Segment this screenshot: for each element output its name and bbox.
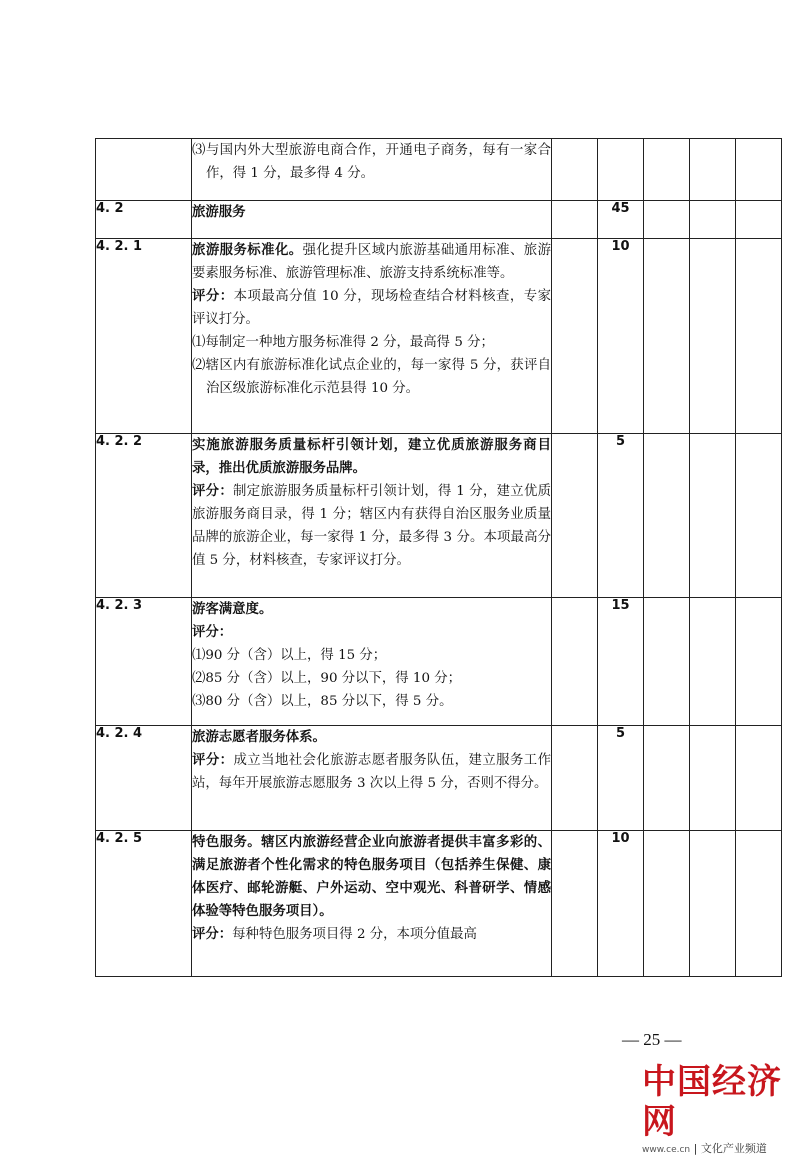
scoring-paragraph [192,923,551,946]
score-value: 10 [598,239,644,434]
blank-cell [690,831,736,977]
scoring-item: ⑶80 分（含）以上，85 分以下，得 5 分。 [192,694,453,709]
blank-cell [736,139,782,201]
item-code: 4. 2. 4 [96,726,192,831]
page-number: — 25 — [622,1030,682,1049]
watermark-channel: 文化产业频道 [700,1142,767,1155]
scoring-item: ⑵85 分（含）以上，90 分以下，得 10 分； [192,671,462,686]
scoring-text: 本项最高分值 10 分，现场检查结合材料核查，专家评议打分。 [192,289,551,327]
watermark-title: 中国经济网 [642,1062,782,1142]
blank-cell [552,726,598,831]
blank-cell [690,434,736,598]
scoring-label: 评分： [192,483,234,499]
table-row [96,201,782,239]
item-code: 4. 2 [96,201,192,239]
item-code: 4. 2. 2 [96,434,192,598]
score-value: 5 [598,434,644,598]
item-title: 旅游服务标准化。 [192,242,303,258]
scoring-table [95,138,782,977]
blank-cell [552,201,598,239]
item-content [192,139,552,201]
blank-cell [552,239,598,434]
scoring-label: 评分： [192,624,233,640]
item-code: 4. 2. 5 [96,831,192,977]
item-title: 旅游服务 [192,204,246,220]
item-code: 4. 2. 3 [96,598,192,726]
blank-cell [690,239,736,434]
scoring-label: 评分： [192,288,234,304]
watermark-logo [642,1062,792,1157]
blank-cell [736,598,782,726]
blank-cell [644,139,690,201]
scoring-label: 评分： [192,752,234,768]
score-value: 5 [598,726,644,831]
item-content [192,598,552,726]
blank-cell [644,831,690,977]
scoring-item: ⑵辖区内有旅游标准化试点企业的，每一家得 5 分，获评自治区级旅游标准化示范县得 10 分。 [192,358,551,396]
item-description: 强化提升区域内旅游基础通用标准、旅游要素服务标准、旅游管理标准、旅游支持系统标准等。 [192,243,552,281]
scoring-item: ⑴90 分（含）以上，得 15 分； [192,648,387,663]
score-value: 45 [598,201,644,239]
scoring-item: ⑴每制定一种地方服务标准得 2 分，最高得 5 分； [192,335,494,350]
item-title-paragraph [192,239,551,285]
score-value [598,139,644,201]
scoring-label: 评分： [192,926,233,942]
table-row [96,139,782,201]
blank-cell [644,598,690,726]
score-value: 10 [598,831,644,977]
blank-cell [736,726,782,831]
watermark-separator: | [693,1142,698,1155]
item-title: 旅游志愿者服务体系。 [192,729,326,745]
blank-cell [552,831,598,977]
item-content [192,434,552,598]
blank-cell [644,726,690,831]
item-content [192,726,552,831]
blank-cell [552,598,598,726]
blank-cell [690,726,736,831]
blank-cell [552,434,598,598]
scoring-paragraph [192,285,551,331]
scoring-text: 每种特色服务项目得 2 分，本项分值最高 [232,927,477,942]
scoring-item: ⑶与国内外大型旅游电商合作，开通电子商务，每有一家合作，得 1 分，最多得 4 分。 [192,143,551,181]
item-title: 特色服务。辖区内旅游经营企业向旅游者提供丰富多彩的、满足旅游者个性化需求的特色服务项目（包括养生保健、康体医疗、邮轮游艇、户外运动、空中观光、科普研学、情感体验等特色服务项目）。 [192,834,551,919]
scoring-paragraph [192,480,551,572]
scoring-text: 成立当地社会化旅游志愿者服务队伍，建立服务工作站，每年开展旅游志愿服务 3 次以上得 5 分，否则不得分。 [192,753,552,791]
score-value: 15 [598,598,644,726]
table-row [96,434,782,598]
blank-cell [690,598,736,726]
blank-cell [644,239,690,434]
blank-cell [736,831,782,977]
blank-cell [736,434,782,598]
blank-cell [736,201,782,239]
table-row [96,726,782,831]
item-code [96,139,192,201]
scoring-paragraph [192,749,551,795]
blank-cell [552,139,598,201]
blank-cell [644,201,690,239]
blank-cell [690,201,736,239]
item-content [192,831,552,977]
blank-cell [644,434,690,598]
item-code: 4. 2. 1 [96,239,192,434]
blank-cell [736,239,782,434]
item-title: 游客满意度。 [192,601,273,617]
watermark-subline [642,1142,792,1157]
table-row [96,598,782,726]
item-title: 实施旅游服务质量标杆引领计划，建立优质旅游服务商目录，推出优质旅游服务品牌。 [192,437,551,476]
table-row [96,831,782,977]
watermark-url: www.ce.cn [642,1145,691,1155]
scoring-text: 制定旅游服务质量标杆引领计划，得 1 分，建立优质旅游服务商目录，得 1 分；辖区内有获得自治区服务业质量品牌的旅游企业，每一家得 1 分，最多得 3 分。本项最高分值 5 分，材料核查，专家评议打分。 [192,484,552,568]
blank-cell [690,139,736,201]
item-content [192,201,552,239]
item-content [192,239,552,434]
table-row [96,239,782,434]
